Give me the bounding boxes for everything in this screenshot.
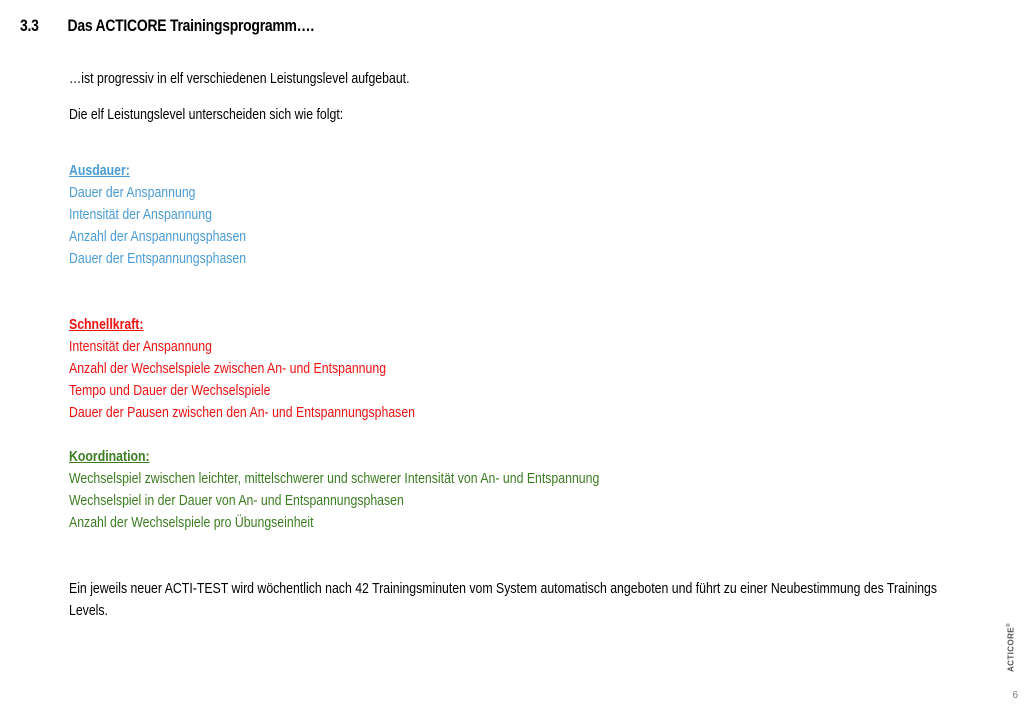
list-item: Dauer der Pausen zwischen den An- und Entspannungsphasen [69, 404, 416, 421]
content-body [69, 68, 938, 622]
section-heading [20, 16, 314, 36]
list-item: Tempo und Dauer der Wechselspiele [69, 382, 271, 399]
list-item: Anzahl der Anspannungsphasen [69, 228, 247, 245]
list-item: Intensität der Anspannung [69, 206, 212, 223]
list-item: Anzahl der Wechselspiele zwischen An- und Entspannung [69, 360, 387, 377]
section-ausdauer [69, 160, 938, 270]
section-koordination-title: Koordination: [69, 448, 150, 465]
section-schnellkraft [69, 314, 938, 424]
acti-test-text-line1: Ein jeweils neuer ACTI-TEST wird wöchentlich nach 42 Trainingsminuten vom System automatisch angeboten und führt zu einer Neubestimmung des Trainings [69, 580, 938, 597]
list-item: Anzahl der Wechselspiele pro Übungseinheit [69, 514, 314, 531]
list-item: Wechselspiel zwischen leichter, mittelschwerer und schwerer Intensität von An- und Entspannung [69, 470, 600, 487]
list-item: Dauer der Anspannung [69, 184, 196, 201]
logo-text: ACTICORE [1006, 627, 1016, 672]
section-number: 3.3 [20, 16, 39, 35]
registered-mark: ® [1006, 622, 1012, 628]
page-number: 6 [1012, 690, 1018, 701]
list-item: Dauer der Entspannungsphasen [69, 250, 247, 267]
section-schnellkraft-title: Schnellkraft: [69, 316, 144, 333]
acticore-logo [1006, 623, 1016, 672]
acti-test-text-line2: Levels. [69, 602, 108, 619]
section-koordination [69, 446, 938, 534]
list-item: Wechselspiel in der Dauer von An- und Entspannungsphasen [69, 492, 404, 509]
subintro-text: Die elf Leistungslevel unterscheiden sich wie folgt: [69, 106, 344, 123]
intro-text: …ist progressiv in elf verschiedenen Leistungslevel aufgebaut. [69, 70, 410, 87]
section-title: Das ACTICORE Trainingsprogramm…. [67, 16, 315, 35]
list-item: Intensität der Anspannung [69, 338, 212, 355]
section-ausdauer-title: Ausdauer: [69, 162, 130, 179]
